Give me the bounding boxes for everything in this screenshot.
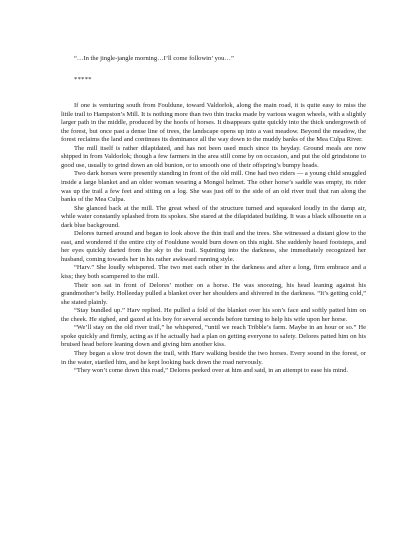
paragraph: If one is venturing south from Fouldune, toward Valdorlok, along the main road, it is quite easy to miss the little trail to Hampston’s Mill. It is nothing more than two thin tracks made by various wagon wheels, with a slightly larger path in the middle, produced by the hoofs of horses. It disappears quite quickly into the thick undergrowth of the forest, but once past a dense line of trees, the landscape opens up into a vast meadow. Beyond the meadow, the forest reclaims the land and continues its dominance all the way down to the muddy banks of the Mea Culpa River.	[61, 102, 366, 144]
epigraph: “…In the jingle-jangle morning…I’ll come followin’ you…”	[74, 55, 234, 62]
paragraph: “Harv.” She loudly whispered. The two met each other in the darkness and after a long, firm embrace and a kiss; they both scampered to the mill.	[61, 264, 366, 281]
section-separator: *****	[74, 75, 92, 83]
paragraph: She glanced back at the mill. The great wheel of the structure turned and squeaked loudly in the damp air, while water constantly splashed from its spokes. She stared at the dilapidated building. It was a black silhouette on a dark blue background.	[61, 204, 366, 229]
paragraph: “Stay bundled up.” Harv replied. He pulled a fold of the blanket over his son’s face and softly patted him on the cheek. He sighed, and gazed at his boy for several seconds before turning to help his wife upon her horse.	[61, 307, 366, 323]
paragraph: “They won’t come down this road,” Delores peeked over at him and said, in an attempt to ease his mind.	[74, 367, 349, 375]
paragraph: Their son sat in front of Delores’ mother on a horse. He was snoozing, his head leaning against his grandmother’s belly. Holleeday pulled a blanket over her shoulders and shivered in the darkness. “It’s getting cold,” she stated plainly.	[61, 281, 366, 306]
page-body	[61, 55, 366, 376]
paragraph: They began a slow trot down the trail, with Harv walking beside the two horses. Every sound in the forest, or in the water, startled him, and he kept looking back down the road nervously.	[61, 349, 366, 366]
paragraph: Two dark horses were presently standing in front of the old mill. One had two riders — a young child snuggled inside a large blanket and an older woman wearing a Mongol helmet. The other horse’s saddle was empty, its rider was up the trail a few feet and sitting on a log. She was just off to the side of an old river trail that ran along the banks of the Mea Culpa.	[61, 170, 366, 204]
paragraph: The mill itself is rather dilapidated, and has not been used much since its heyday. Ground meals are now shipped in from Valdorlok; though a few farmers in the area still come by on occasion, and put the old grindstone to good use, usually to grind down an old bunion, or to smooth one of their offspring’s bumpy heads.	[61, 144, 366, 169]
paragraph: Delores turned around and began to look above the thin trail and the trees. She witnessed a distant glow to the east, and wondered if the entire city of Fouldune would burn down on this night. She suddenly heard footsteps, and her eyes quickly darted from the sky to the trail. Squinting into the darkness, she immediately recognized her husband, coming towards her in his rather awkward running style.	[61, 230, 366, 263]
paragraph: “We’ll stay on the old river trail,” he whispered, “until we reach Tribble’s farm. Maybe in an hour or so.” He spoke quickly and firmly, acting as if he actually had a plan on getting everyone to safety. Delores patted him on his bruised head before leaning down and giving him another kiss.	[61, 324, 366, 349]
